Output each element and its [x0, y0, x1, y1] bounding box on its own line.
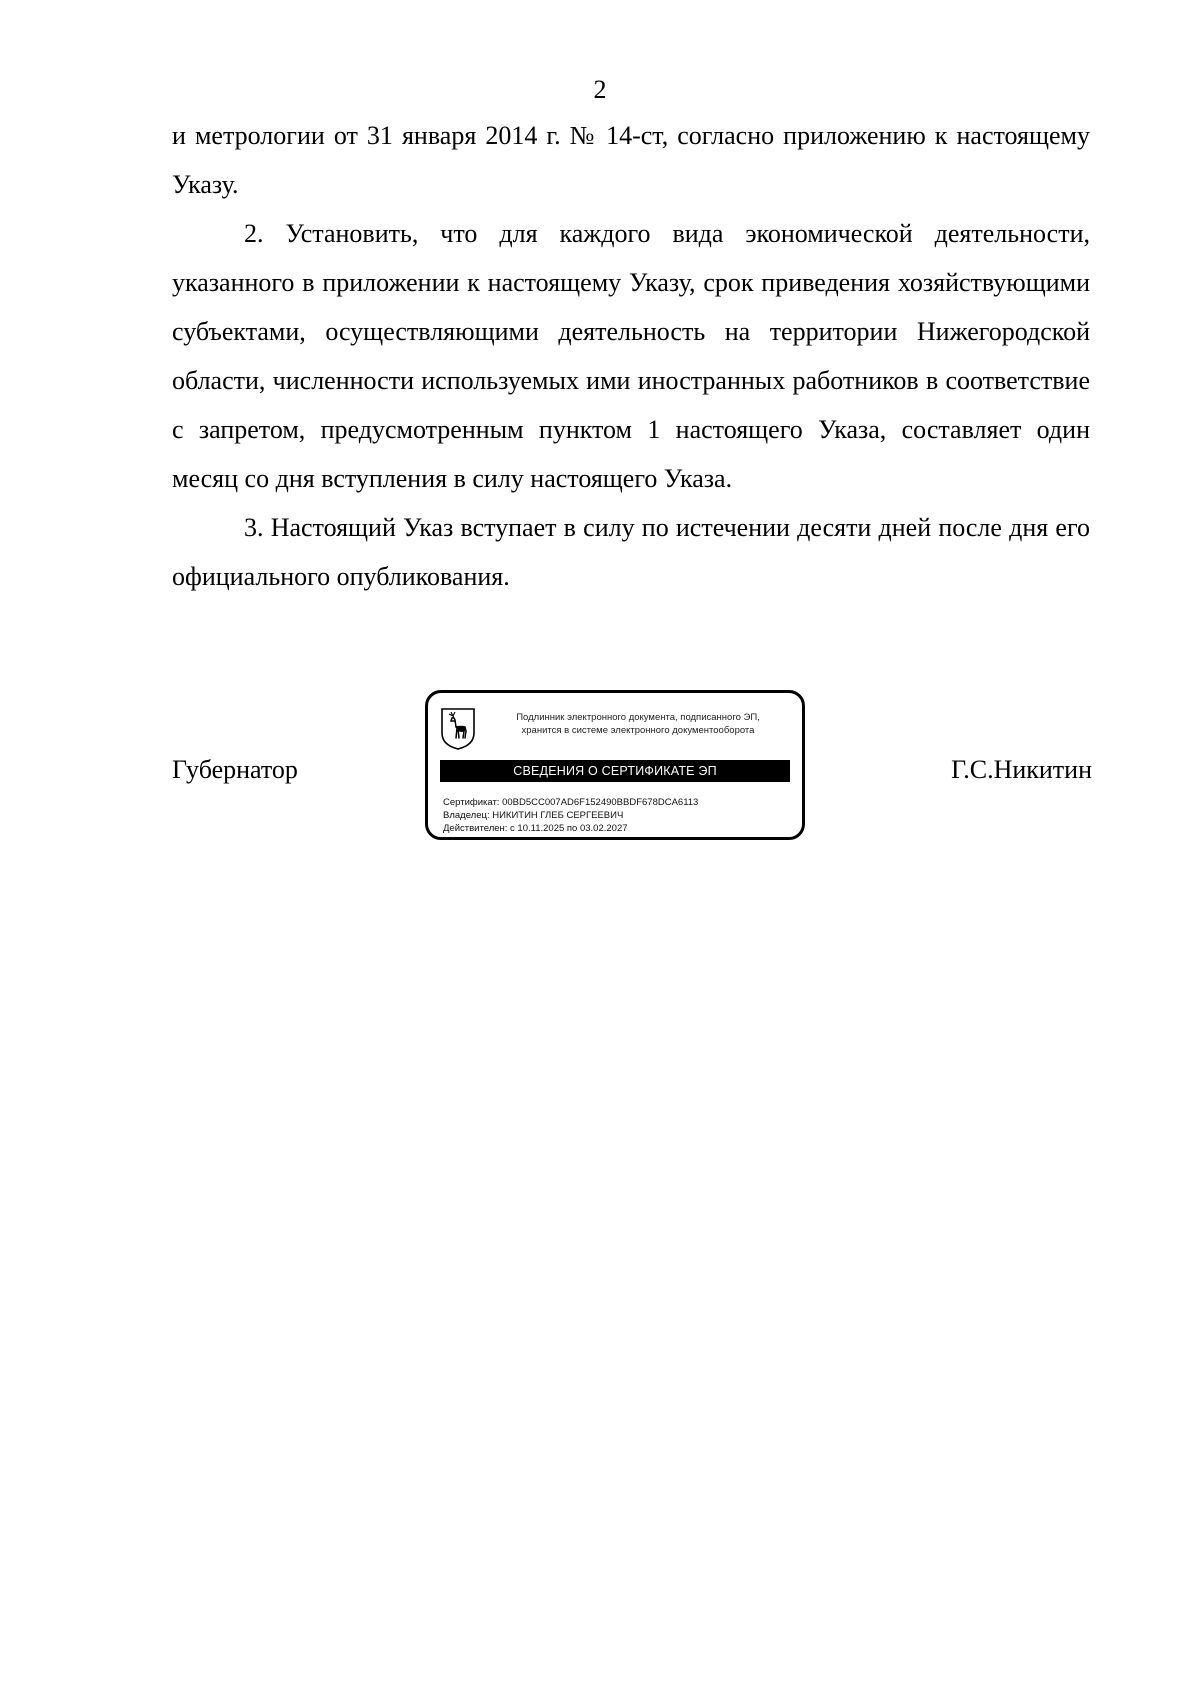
stamp-details — [443, 796, 698, 835]
stamp-header: СВЕДЕНИЯ О СЕРТИФИКАТЕ ЭП — [440, 760, 790, 782]
paragraph-item-2: 2. Установить, что для каждого вида экономической деятельности, указанного в приложении к настоящему Указу, срок приведения хозяйствующими субъектами, осуществляющими деятельность на территории Нижегородской области, численности используемых ими иностранных работников в соответствие с запретом, предусмотренным пунктом 1 настоящего Указа, составляет один месяц со дня вступления в силу настоящего Указа. — [172, 219, 1090, 493]
certificate-number: Сертификат: 00BD5CC007AD6F152490BBDF678DCA6113 — [443, 797, 699, 808]
signer-title: Губернатор — [172, 755, 298, 784]
paragraph-continuation: и метрологии от 31 января 2014 г. № 14-ст, согласно приложению к настоящему Указу. — [172, 121, 1090, 199]
stamp-note-line1: Подлинник электронного документа, подписанного ЭП, — [516, 712, 760, 723]
signer-name: Г.С.Никитин — [951, 755, 1092, 784]
certificate-validity: Действителен: с 10.11.2025 по 03.02.2027 — [443, 823, 628, 834]
electronic-signature-stamp — [425, 690, 805, 840]
paragraph-item-3: 3. Настоящий Указ вступает в силу по истечении десяти дней после дня его официального опубликования. — [172, 513, 1090, 591]
signature-block — [172, 690, 1092, 850]
stamp-note — [484, 711, 792, 737]
page-number: 2 — [593, 75, 607, 104]
stamp-note-line2: хранится в системе электронного документооборота — [521, 725, 755, 736]
document-body — [172, 111, 1090, 601]
certificate-owner: Владелец: НИКИТИН ГЛЕБ СЕРГЕЕВИЧ — [443, 810, 624, 821]
nizhny-novgorod-deer-emblem-icon — [440, 707, 476, 751]
